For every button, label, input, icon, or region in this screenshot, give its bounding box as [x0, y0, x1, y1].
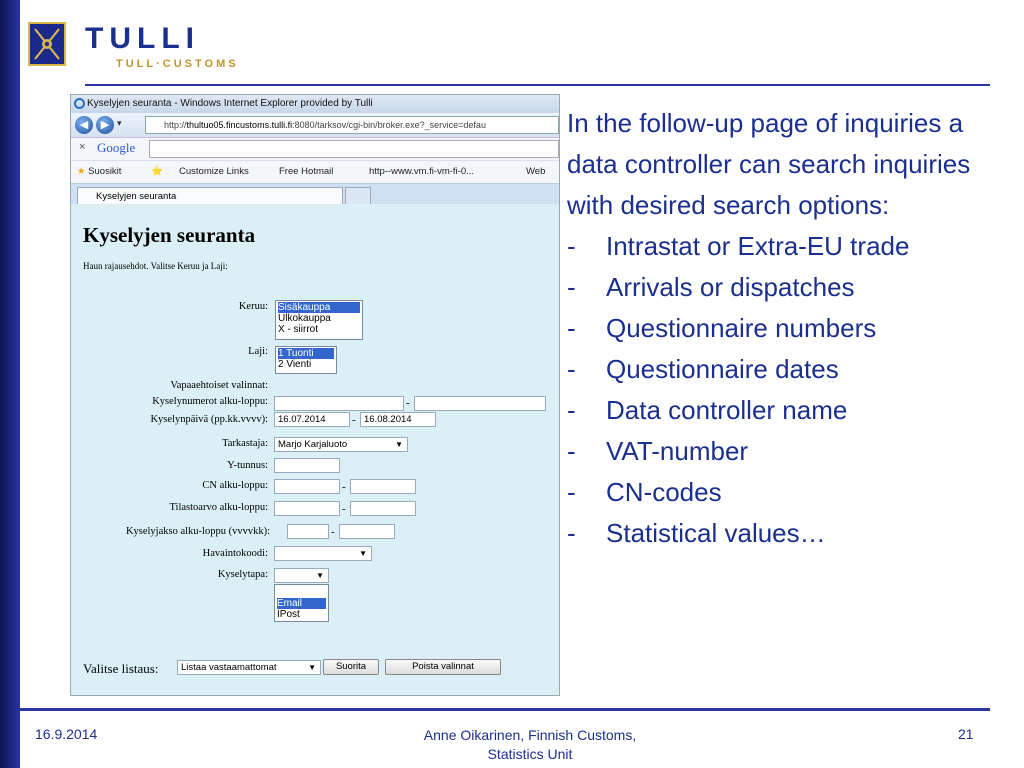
kyselynumerot-end-input[interactable] [414, 396, 546, 411]
cn-end-input[interactable] [350, 479, 416, 494]
chevron-down-icon: ▼ [359, 549, 367, 558]
range-dash: - [331, 526, 335, 538]
bullet-marker: - [567, 477, 576, 507]
suorita-button[interactable]: Suorita [323, 659, 379, 675]
customize-links-link[interactable]: Customize Links [179, 166, 249, 177]
chevron-down-icon: ▼ [316, 571, 324, 580]
favorites-button[interactable]: ★ Suosikit [77, 166, 122, 177]
laji-listbox[interactable] [275, 346, 337, 374]
chevron-down-icon: ▼ [395, 440, 403, 449]
kyselyjakso-end-input[interactable] [339, 524, 395, 539]
web-slice-link[interactable]: Web [526, 166, 546, 177]
bullet-marker: - [567, 436, 576, 466]
bullet-item: - Data controller name [567, 390, 987, 431]
range-dash: - [342, 503, 346, 515]
footer-date: 16.9.2014 [35, 726, 98, 742]
havaintokoodi-label: Havaintokoodi: [202, 548, 268, 559]
brand-name: TULLI [85, 22, 200, 55]
bullet-marker: - [567, 313, 576, 343]
kyselytapa-option[interactable]: Email [277, 598, 326, 609]
tab-bar [71, 183, 559, 206]
google-search-input[interactable] [149, 140, 559, 158]
footer-divider [20, 708, 990, 711]
optional-selections-label: Vapaaehtoiset valinnat: [170, 380, 268, 391]
browser-screenshot [70, 94, 560, 696]
tarkastaja-value: Marjo Karjaluoto [278, 439, 348, 450]
laji-option[interactable]: 2 Vienti [278, 359, 312, 370]
new-tab-button[interactable] [345, 187, 371, 205]
bullet-item: - CN-codes [567, 472, 987, 513]
footer-author [380, 726, 680, 764]
bullet-item: - Arrivals or dispatches [567, 267, 987, 308]
tab-kyselyjen-seuranta[interactable]: Kyselyjen seuranta [77, 187, 343, 205]
window-title: Kyselyjen seuranta - Windows Internet Explorer provided by Tulli [87, 98, 373, 109]
url-path: :8080/tarksov/cgi-bin/broker.exe?_service=defau [292, 120, 486, 130]
customs-emblem [28, 22, 66, 66]
vm-fi-link[interactable]: http--www.vm.fi-vm-fi-0... [369, 166, 475, 177]
history-dropdown-icon[interactable]: ▾ [117, 118, 122, 128]
kyselyjakso-label: Kyselyjakso alku-loppu (vvvvkk): [125, 526, 270, 537]
keruu-label: Keruu: [238, 301, 268, 312]
add-favorite-icon[interactable]: ⭐ [151, 166, 163, 177]
bullet-marker: - [567, 272, 576, 302]
laji-label: Laji: [248, 346, 268, 357]
kyselynumerot-label: Kyselynumerot alku-loppu: [152, 396, 268, 407]
ytunnus-input[interactable] [274, 458, 340, 473]
google-logo: Google [97, 140, 136, 155]
tilastoarvo-end-input[interactable] [350, 501, 416, 516]
description-panel [567, 103, 987, 554]
keruu-option[interactable]: Sisäkauppa [278, 302, 360, 313]
listaus-value: Listaa vastaamattomat [181, 662, 277, 673]
tilastoarvo-label: Tilastoarvo alku-loppu: [169, 502, 268, 513]
free-hotmail-link[interactable]: Free Hotmail [279, 166, 334, 177]
header-divider [85, 84, 990, 86]
url-host: thultuo05.fincustoms.tulli.fi [186, 120, 293, 130]
forward-button[interactable]: ▶ [96, 116, 114, 134]
page-content [71, 204, 559, 695]
keruu-listbox[interactable] [275, 300, 363, 340]
page-number: 21 [958, 726, 974, 742]
keruu-option[interactable]: Ulkokauppa [278, 313, 331, 324]
poista-valinnat-button[interactable]: Poista valinnat [385, 659, 501, 675]
bullet-item: - Questionnaire numbers [567, 308, 987, 349]
bullet-marker: - [567, 231, 576, 261]
back-button[interactable]: ◀ [75, 116, 93, 134]
ytunnus-label: Y-tunnus: [227, 460, 268, 471]
kyselyjakso-start-input[interactable] [287, 524, 329, 539]
chevron-down-icon: ▼ [308, 663, 316, 672]
listaus-label: Valitse listaus: [83, 661, 159, 676]
havaintokoodi-select[interactable] [274, 546, 372, 561]
kyselytapa-label: Kyselytapa: [217, 569, 268, 580]
cn-label: CN alku-loppu: [202, 480, 268, 491]
left-decorative-bar [0, 0, 20, 768]
bullet-marker: - [567, 395, 576, 425]
bullet-marker: - [567, 518, 576, 548]
bullet-item: - VAT-number [567, 431, 987, 472]
favorites-bar [71, 160, 559, 183]
address-bar-row [71, 113, 559, 137]
page-title: Kyselyjen seuranta [83, 223, 256, 247]
bullet-marker: - [567, 354, 576, 384]
description-intro: In the follow-up page of inquiries a data controller can search inquiries with desired search options: [567, 108, 971, 220]
kyselynpaiva-label: Kyselynpäivä (pp.kk.vvvv): [150, 414, 268, 425]
star-icon: ★ [77, 166, 86, 177]
kyselytapa-select[interactable] [274, 568, 329, 583]
kyselynumerot-start-input[interactable] [274, 396, 404, 411]
range-dash: - [352, 414, 356, 426]
close-toolbar-icon[interactable]: × [79, 141, 86, 153]
date-end-input[interactable]: 16.08.2014 [360, 412, 436, 427]
brand-subtitle: TULL·CUSTOMS [116, 58, 239, 70]
date-start-input[interactable]: 16.07.2014 [274, 412, 350, 427]
range-dash: - [342, 481, 346, 493]
tilastoarvo-start-input[interactable] [274, 501, 340, 516]
tarkastaja-label: Tarkastaja: [222, 438, 268, 449]
range-dash: - [406, 397, 410, 409]
url-prefix: http:// [164, 120, 187, 130]
bullet-item: - Questionnaire dates [567, 349, 987, 390]
bullet-item: - Intrastat or Extra-EU trade [567, 226, 987, 267]
listaus-select[interactable] [177, 660, 321, 675]
ie-icon [74, 98, 85, 109]
footer-author-line2: Statistics Unit [487, 746, 573, 762]
laji-option[interactable]: 1 Tuonti [278, 348, 334, 359]
keruu-option[interactable]: X - siirrot [278, 324, 318, 335]
footer-author-line1: Anne Oikarinen, Finnish Customs, [423, 727, 637, 743]
address-field[interactable] [145, 116, 559, 134]
window-titlebar [71, 95, 559, 113]
search-instructions: Haun rajausehdot. Valitse Keruu ja Laji: [83, 261, 228, 271]
kyselytapa-option[interactable]: IPost [277, 609, 300, 620]
cn-start-input[interactable] [274, 479, 340, 494]
kyselytapa-dropdown-list [274, 584, 329, 622]
google-toolbar [71, 137, 559, 160]
tarkastaja-select[interactable] [274, 437, 408, 452]
bullet-item: - Statistical values… [567, 513, 987, 554]
